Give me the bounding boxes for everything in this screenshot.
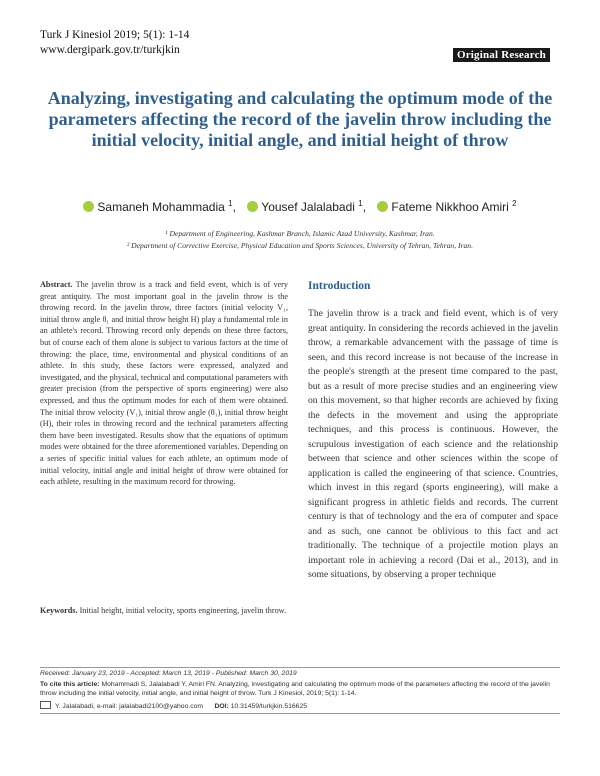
citation-block bbox=[40, 680, 560, 698]
affiliation-1: ¹ Department of Engineering, Kashmar Branch, Islamic Azad University, Kashmar, Iran. bbox=[165, 229, 435, 238]
contact-line bbox=[40, 701, 560, 711]
keywords-label: Keywords. bbox=[40, 606, 78, 615]
corresponding-contact[interactable]: Y. Jalalabadi, e-mail: jalalabadi2100@yahoo.com bbox=[55, 703, 204, 710]
abstract-label: Abstract. bbox=[40, 280, 73, 289]
journal-header bbox=[40, 28, 189, 58]
article-type-badge: Original Research bbox=[453, 48, 550, 62]
author-name: Fateme Nikkhoo Amiri bbox=[391, 200, 509, 214]
author-2[interactable] bbox=[247, 199, 366, 214]
author-list bbox=[40, 199, 560, 214]
abstract bbox=[40, 279, 288, 488]
author-name: Samaneh Mohammadia bbox=[97, 200, 225, 214]
orcid-icon[interactable] bbox=[247, 201, 258, 212]
orcid-icon[interactable] bbox=[377, 201, 388, 212]
footer-divider-bottom bbox=[40, 713, 560, 714]
citation-label: To cite this article: bbox=[40, 681, 100, 688]
author-affil-number: 1 bbox=[228, 199, 233, 208]
affiliation-2: ² Department of Corrective Exercise, Physical Education and Sports Sciences, University of Tehran, Tehran, Iran. bbox=[127, 241, 473, 250]
author-name: Yousef Jalalabadi bbox=[261, 200, 355, 214]
keywords bbox=[40, 605, 288, 617]
footer-divider bbox=[40, 667, 560, 668]
journal-citation: Turk J Kinesiol 2019; 5(1): 1-14 bbox=[40, 29, 190, 41]
keywords-text: Initial height, initial velocity, sports engineering, javelin throw. bbox=[79, 606, 287, 615]
publication-dates: Received: January 23, 2019 - Accepted: March 13, 2019 - Published: March 30, 2019 bbox=[40, 670, 297, 677]
author-affil-number: 2 bbox=[512, 199, 517, 208]
journal-url[interactable]: www.dergipark.gov.tr/turkjkin bbox=[40, 44, 180, 56]
author-affil-number: 1 bbox=[358, 199, 363, 208]
article-title: Analyzing, investigating and calculating the optimum mode of the parameters affecting the record of the javelin throw including the initial velocity, initial angle, and initial height of throw bbox=[47, 88, 553, 150]
doi-label: DOI: bbox=[214, 703, 229, 710]
author-separator: , bbox=[232, 200, 236, 214]
doi-value[interactable]: 10.31459/turkjkin.516625 bbox=[230, 703, 308, 710]
author-3[interactable] bbox=[377, 199, 516, 214]
introduction-heading: Introduction bbox=[308, 280, 371, 292]
author-1[interactable] bbox=[83, 199, 236, 214]
envelope-icon bbox=[40, 701, 51, 709]
citation-text: Mohammadi S, Jalalabadi Y, Amiri FN. Analyzing, investigating and calculating the optimum mode of the parameters affecting the record of the javelin throw including the initial velocity, initial angle, and initial height of throw. Turk J Kinesiol, 2019; 5(1): 1-14. bbox=[40, 681, 550, 698]
introduction-text: The javelin throw is a track and field event, which is of very great antiquity. In considering the records achieved in the javelin throw, a remarkable advancement with the passage of time is seen, and this record increase is not because of the increase in the people's strength at the present time compared to the past, but as a result of more precise studies and an engineering view on this movement, so that higher records are achieved by fixing the defects in the movement and using the appropriate techniques, and this process is continuous. However, the scrupulous investigation of each science and the relationship between that science and other sciences within the scope of application is called the engineering of that science. Countries, which invest in this regard (sports engineering), will make a significant progress in athletic fields and records. The current century is that of technology and the era of computer and space and as such, one cannot be oblivious to this fact and act traditionally. The technique of a projectile motion plays an important role in achieving a record (Dai et al., 2013), and in some situations, by observing a proper technique bbox=[308, 308, 558, 580]
orcid-icon[interactable] bbox=[83, 201, 94, 212]
abstract-text: The javelin throw is a track and field event, which is of very great antiquity. The most important goal in the javelin throw is the throwing record. In the javelin throw, three factors (initial velocity V₁, initial throw angle θ₁ and initial throw height H) play a fundamental role in an athlete's record. Throwing record only depends on these three factors, but of course each of them alone is subject to various factors at the time of throwing: the place, time, environmental and physical conditions of an athlete. In this study, these factors were expressed, analyzed and investigated, and the physical, technical and computational parameters with greater precision (from the perspective of sports engineering) were also expressed, and thus the optimum modes for each of them were obtained. The initial throw velocity (V₁), initial throw angle (θ₁), initial throw height (H), their roles in throwing record and the technical parameters affecting them have been investigated. Results show that the equations of optimum modes were obtained for the three aforementioned variables. Depending on a series of specific initial values for each athlete, an optimum mode of initial velocity, initial angle and initial height of throw were obtained for each athlete, resulting in the maximum record for throwing. bbox=[40, 280, 288, 487]
author-separator: , bbox=[362, 200, 367, 214]
